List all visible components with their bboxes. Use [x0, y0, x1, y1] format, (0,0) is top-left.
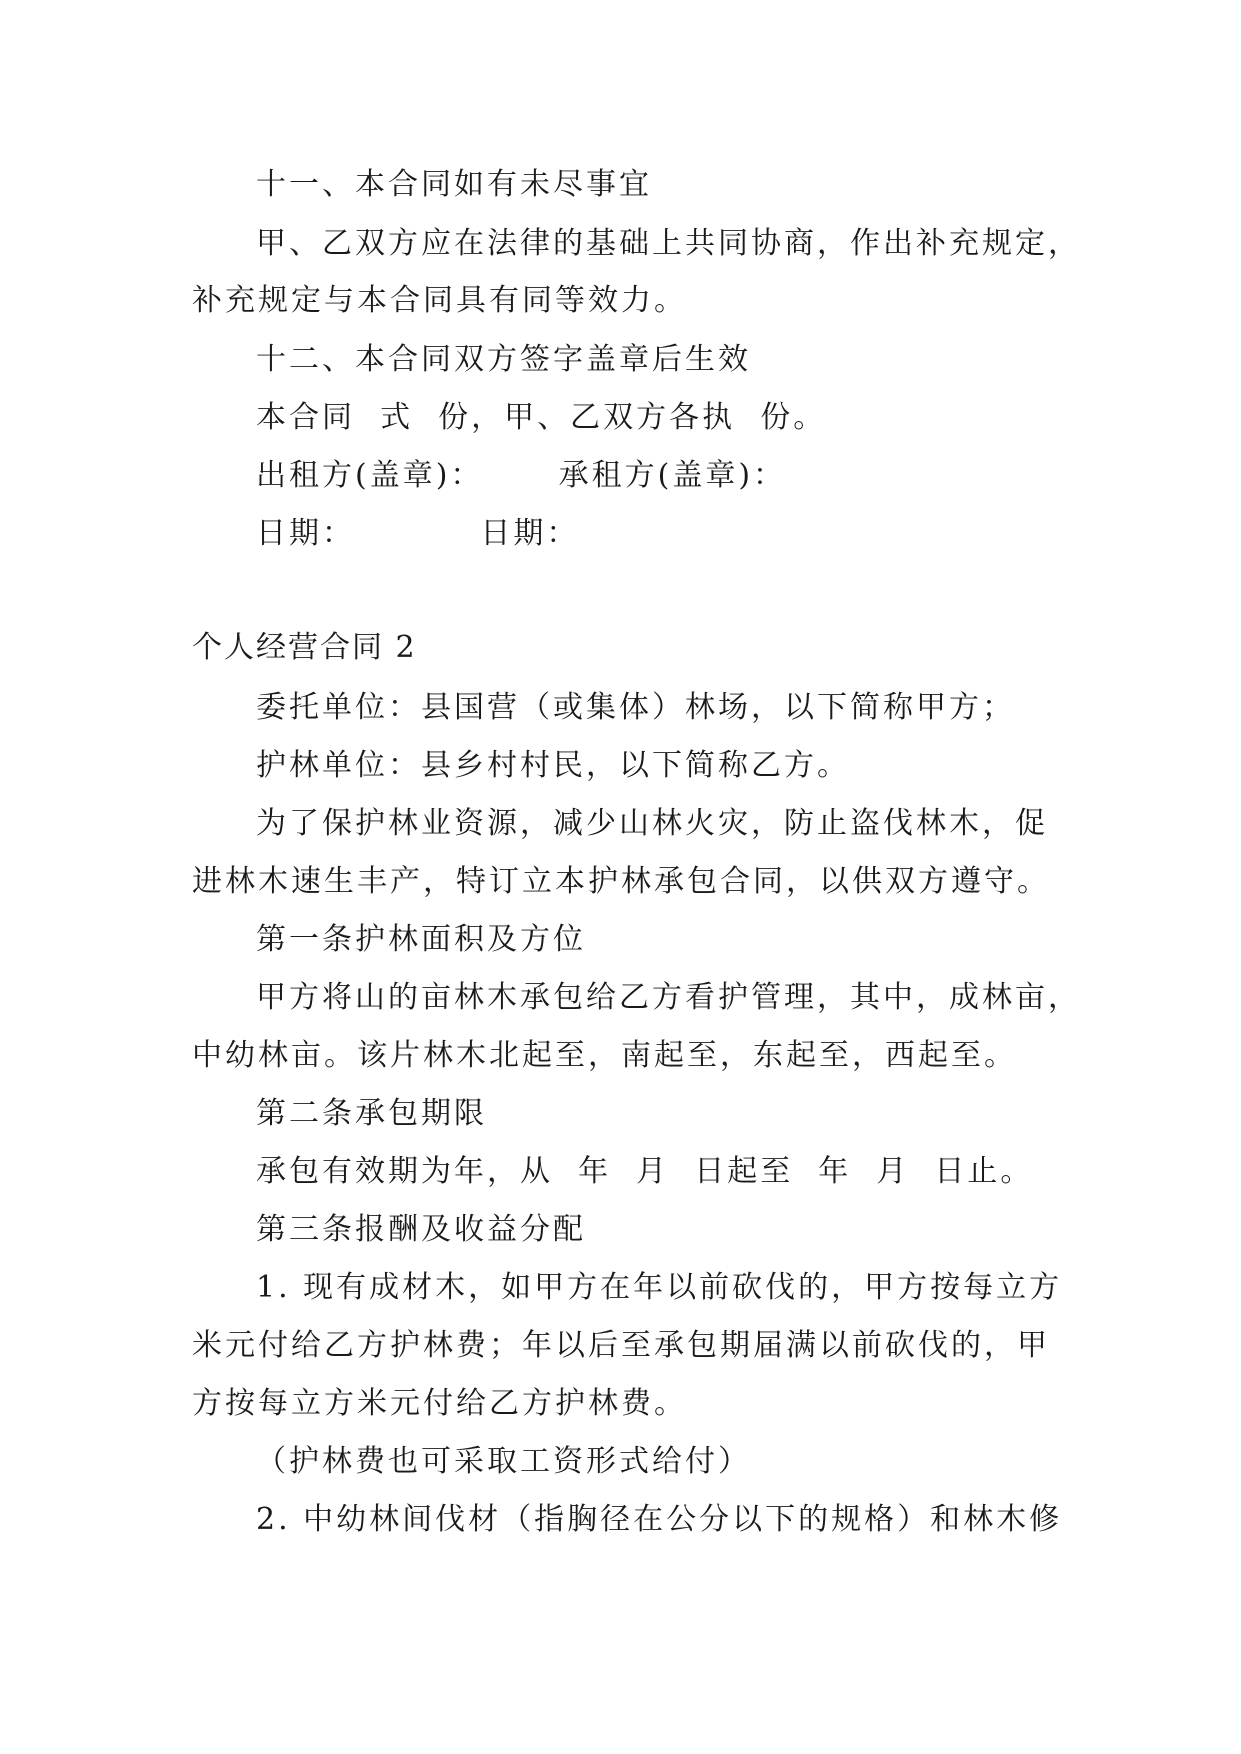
purpose-line-2: 进林木速生丰产，特订立本护林承包合同，以供双方遵守。	[192, 864, 1050, 899]
article-3-heading: 第三条报酬及收益分配	[256, 1212, 586, 1247]
article-3-item-1-line-3: 方按每立方米元付给乙方护林费。	[192, 1386, 687, 1421]
item-11-body-line-1: 甲、乙双方应在法律的基础上共同协商，作出补充规定，	[256, 226, 1081, 261]
contract-2-title: 个人经营合同 2	[192, 630, 417, 665]
date-line: 日期： 日期：	[256, 516, 580, 551]
article-3-item-2-line-1: 2. 中幼林间伐材（指胸径在公分以下的规格）和林木修	[256, 1502, 1063, 1537]
article-2-heading: 第二条承包期限	[256, 1096, 487, 1131]
article-2-body: 承包有效期为年，从 年 月 日起至 年 月 日止。	[256, 1154, 1034, 1189]
seal-signature-line: 出租方(盖章)： 承租方(盖章)：	[256, 458, 787, 493]
article-1-line-1: 甲方将山的亩林木承包给乙方看护管理，其中，成林亩，	[256, 980, 1081, 1015]
article-3-item-1-line-1: 1. 现有成材木，如甲方在年以前砍伐的，甲方按每立方	[256, 1270, 1063, 1305]
article-3-note: （护林费也可采取工资形式给付）	[256, 1444, 751, 1479]
article-1-heading: 第一条护林面积及方位	[256, 922, 586, 957]
copies-statement: 本合同 式 份，甲、乙双方各执 份。	[256, 400, 827, 435]
item-11-heading: 十一、本合同如有未尽事宜	[256, 167, 652, 202]
item-12-heading: 十二、本合同双方签字盖章后生效	[256, 342, 751, 377]
item-11-body-line-2: 补充规定与本合同具有同等效力。	[192, 283, 687, 318]
article-1-line-2: 中幼林亩。该片林木北起至，南起至，东起至，西起至。	[192, 1038, 1017, 1073]
article-3-item-1-line-2: 米元付给乙方护林费；年以后至承包期届满以前砍伐的，甲	[192, 1328, 1050, 1363]
forest-protection-unit: 护林单位：县乡村村民，以下简称乙方。	[256, 748, 850, 783]
purpose-line-1: 为了保护林业资源，减少山林火灾，防止盗伐林木，促	[256, 806, 1048, 841]
entrusting-unit: 委托单位：县国营（或集体）林场，以下简称甲方；	[256, 690, 1015, 725]
